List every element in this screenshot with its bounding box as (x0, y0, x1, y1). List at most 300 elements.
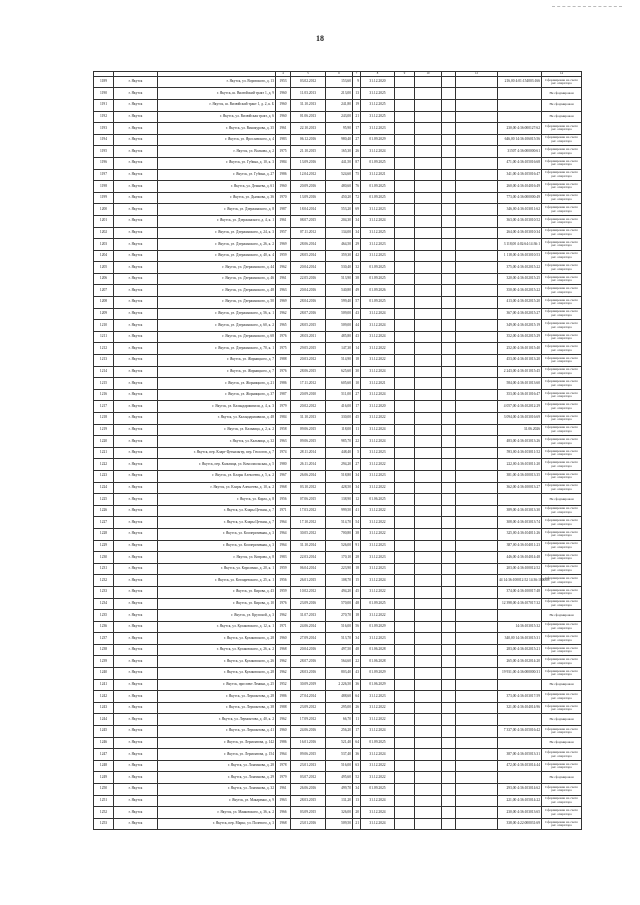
table-cell: г. Якутск, ул. Крупской, д. 3 (158, 610, 276, 622)
table-cell: 31.12.2024 (361, 436, 395, 448)
table-cell: 28.03.2015 (291, 795, 326, 807)
table-cell (395, 505, 415, 517)
table-cell: 31.12.2024 (361, 389, 395, 401)
table-cell: г. Якутск (114, 737, 158, 749)
table-cell (442, 436, 456, 448)
table-row (94, 598, 582, 610)
table-cell: 20.04.2016 (291, 285, 326, 297)
column-number: 14 (542, 72, 582, 77)
table-cell: Сформирован на счете рег. оператора (542, 285, 582, 297)
table-cell: 29 (353, 239, 361, 251)
table-cell: Сформирован на счете рег. оператора (542, 749, 582, 761)
table-cell (498, 494, 542, 506)
table-cell (442, 262, 456, 274)
table-cell: 20.04.2014 (291, 262, 326, 274)
table-cell: 381,00 4:36:100013:35 (498, 470, 542, 482)
table-cell (395, 134, 415, 146)
table-cell (442, 331, 456, 343)
table-cell: 260,00 4:36:104016:49 (498, 181, 542, 193)
column-number: 12 (456, 72, 498, 77)
table-cell (442, 598, 456, 610)
table-cell: г. Якутск (114, 447, 158, 459)
table-row (94, 807, 582, 819)
table-cell (442, 702, 456, 714)
table-cell: г. Якутск (114, 702, 158, 714)
table-cell: г. Якутск, ул. Дежнева, д. 61 (158, 181, 276, 193)
table-cell: Сформирован на счете рег. оператора (542, 308, 582, 320)
table-cell: г. Якутск, ул. Дзержинского, д. 40, к. 4 (158, 250, 276, 262)
table-row (94, 447, 582, 459)
table-cell: Сформирован на счете рег. оператора (542, 644, 582, 656)
table-cell: 31.12.2022 (361, 413, 395, 425)
table-cell: 18 (353, 563, 361, 575)
table-cell: 5 (353, 447, 361, 459)
table-cell (442, 169, 456, 181)
table-cell: 34 (353, 227, 361, 239)
table-cell: 38 (353, 528, 361, 540)
table-cell: 1975 (276, 146, 291, 158)
table-cell: 1959 (276, 586, 291, 598)
table-cell: г. Якутск (114, 424, 158, 436)
table-cell: 49 (353, 285, 361, 297)
table-cell (415, 714, 442, 726)
table-cell: 170,10 (326, 552, 353, 564)
table-cell: 1205 (94, 262, 114, 274)
table-cell: 1971 (276, 621, 291, 633)
table-row (94, 784, 582, 796)
table-cell: 28.07.2016 (291, 308, 326, 320)
table-cell: 222,00 4:36:103011:20 (498, 459, 542, 471)
table-cell: 01.09.2025 (361, 297, 395, 309)
table-cell: 1984 (276, 157, 291, 169)
table-cell (456, 250, 498, 262)
table-cell: 483,00 4:36:103013:26 (498, 436, 542, 448)
table-cell: г. Якутск, ул. Дьячкова, д. 36 (158, 192, 276, 204)
table-cell: Сформирован на счете рег. оператора (542, 297, 582, 309)
table-cell (395, 169, 415, 181)
table-cell (395, 644, 415, 656)
table-cell (395, 389, 415, 401)
table-cell (395, 737, 415, 749)
table-row (94, 169, 582, 181)
table-cell: 514,70 (326, 517, 353, 529)
table-cell (456, 505, 498, 517)
table-cell (498, 772, 542, 784)
table-cell: г. Якутск, ул. Губина, д. 10, к. 3 (158, 157, 276, 169)
table-row (94, 227, 582, 239)
table-cell: 13.09.2016 (291, 192, 326, 204)
table-cell: 01.09.2025 (361, 784, 395, 796)
table-cell: г. Якутск, ул. Дзержинского, д. 50 (158, 297, 276, 309)
table-row (94, 737, 582, 749)
table-cell (456, 424, 498, 436)
table-cell: 06.12.2016 (291, 134, 326, 146)
table-cell: 31.12.2023 (361, 552, 395, 564)
table-cell: 48 (353, 644, 361, 656)
table-cell: 03.09.2015 (291, 807, 326, 819)
table-cell: 1235 (94, 610, 114, 622)
table-cell (456, 308, 498, 320)
table-cell: г. Якутск, ул. Жорницкого, д. 37 (158, 389, 276, 401)
table-cell: 21 (353, 818, 361, 830)
table-cell: 01.09.2025 (361, 262, 395, 274)
table-cell: 36 (353, 679, 361, 691)
table-cell: 23.09.2016 (291, 598, 326, 610)
table-cell: 514,90 (326, 355, 353, 367)
table-cell (442, 494, 456, 506)
table-cell: 1239 (94, 656, 114, 668)
table-cell: 31.12.2025 (361, 227, 395, 239)
table-cell: 495,60 (326, 772, 353, 784)
table-cell: 23.09.2012 (291, 702, 326, 714)
table-cell: 985,70 (326, 436, 353, 448)
table-cell: 1201 (94, 215, 114, 227)
table-cell (456, 134, 498, 146)
column-number: 9 (395, 72, 415, 77)
table-cell: 230,00 4:36:103013:65 (498, 807, 542, 819)
table-cell: 57 (353, 297, 361, 309)
table-cell (395, 343, 415, 355)
table-cell (395, 818, 415, 830)
table-cell (456, 633, 498, 645)
table-cell: 980,40 (326, 134, 353, 146)
table-row (94, 123, 582, 135)
table-cell: г. Якутск, ул. Дзержинского, д. 24, к. 3 (158, 227, 276, 239)
table-cell (456, 586, 498, 598)
table-cell: 9 (353, 76, 361, 88)
table-cell: 1222 (94, 459, 114, 471)
table-row (94, 818, 582, 830)
column-number: 7 (353, 72, 361, 77)
table-cell: г. Якутск, ул. Клары Цеткин, д. 7 (158, 505, 276, 517)
table-cell (442, 157, 456, 169)
table-row (94, 331, 582, 343)
table-cell: 387,00 4:36:105013:31 (498, 749, 542, 761)
column-number: 8 (361, 72, 395, 77)
table-row (94, 505, 582, 517)
table-cell: г. Якутск, ул. Лермонтова, д. 28 (158, 691, 276, 703)
table-cell: Сформирован на счете рег. оператора (542, 784, 582, 796)
table-cell (456, 111, 498, 123)
table-cell: 1986 (276, 378, 291, 390)
table-cell (442, 99, 456, 111)
table-cell: 20.09.2010 (291, 389, 326, 401)
table-cell (456, 297, 498, 309)
table-cell: г. Якутск, ул. Дзержинского, д. 26, к. 2 (158, 239, 276, 251)
table-cell: 1209 (94, 308, 114, 320)
table-cell: г. Якутск (114, 378, 158, 390)
table-cell: г. Якутск, ул. Карла, д. 8 (158, 494, 276, 506)
table-cell: 31.12.2024 (361, 424, 395, 436)
table-cell: 31.12.2025 (361, 99, 395, 111)
table-cell: 803,40 (326, 668, 353, 680)
table-cell: г. Якутск (114, 215, 158, 227)
table-cell: г. Якутск (114, 157, 158, 169)
table-cell: 09.06.2015 (291, 424, 326, 436)
table-cell: г. Якутск (114, 494, 158, 506)
table-cell (415, 192, 442, 204)
table-cell: г. Якутск (114, 88, 158, 100)
table-cell: 42 (353, 250, 361, 262)
table-cell: 1988 (276, 702, 291, 714)
table-cell: 564,60 (326, 656, 353, 668)
table-cell: 243,00 (326, 111, 353, 123)
table-cell: г. Якутск (114, 436, 158, 448)
table-row (94, 749, 582, 761)
table-cell: г. Якутск (114, 413, 158, 425)
table-cell (456, 749, 498, 761)
table-cell (456, 123, 498, 135)
table-cell: Сформирован на счете рег. оператора (542, 424, 582, 436)
table-cell: г. Якутск, ул. Кулаковского, д. 28 (158, 633, 276, 645)
table-cell: 31.12.2023 (361, 123, 395, 135)
table-cell: 448,40 (326, 447, 353, 459)
table-cell: г. Якутск, ул. Кирова, д. 10 (158, 598, 276, 610)
table-cell: г. Якутск (114, 714, 158, 726)
table-cell (456, 540, 498, 552)
table-cell (395, 691, 415, 703)
table-cell: 31.12.2024 (361, 320, 395, 332)
table-cell (442, 749, 456, 761)
table-cell: 497,50 (326, 644, 353, 656)
table-cell (456, 772, 498, 784)
table-cell: г. Якутск, ул. Клары Цеткин, д. 7 (158, 517, 276, 529)
table-cell: 2 243,00 4:36:101015:45 (498, 366, 542, 378)
table-cell: 27 (353, 134, 361, 146)
table-cell (442, 610, 456, 622)
table-cell: г. Якутск (114, 401, 158, 413)
table-cell: 584,00 4:36:101013:60 (498, 378, 542, 390)
table-cell: 01.09.2029 (361, 668, 395, 680)
table-cell: 07.11.2012 (291, 227, 326, 239)
table-cell: 1240 (94, 668, 114, 680)
table-cell (415, 656, 442, 668)
table-cell (395, 772, 415, 784)
table-row (94, 355, 582, 367)
table-cell: 1236 (94, 621, 114, 633)
table-cell: 1190 (94, 88, 114, 100)
table-cell: 31.12.2023 (361, 204, 395, 216)
table-cell: г. Якутск, ул. Жорницкого, д. 7 (158, 355, 276, 367)
table-cell: г. Якутск (114, 505, 158, 517)
table-cell: 1228 (94, 528, 114, 540)
table-cell: г. Якутск (114, 297, 158, 309)
table-cell: г. Якутск (114, 111, 158, 123)
table-cell: 31.12.2022 (361, 343, 395, 355)
table-cell: 108,70 (326, 575, 353, 587)
table-cell: г. Якутск (114, 320, 158, 332)
table-cell: 428,50 (326, 482, 353, 494)
table-cell (415, 668, 442, 680)
table-cell: 308,00 4:36:103013:74 (498, 517, 542, 529)
table-cell (415, 204, 442, 216)
table-cell (395, 99, 415, 111)
table-cell (415, 772, 442, 784)
table-cell (415, 424, 442, 436)
table-cell: 22.10.2013 (291, 123, 326, 135)
table-cell: 01.09.2025 (361, 598, 395, 610)
table-cell: г. Якутск, ул. Котляревского, д. 25, к. 1 (158, 575, 276, 587)
table-cell: г. Якутск (114, 598, 158, 610)
table-cell: 524,60 (326, 169, 353, 181)
table-cell: 66,70 (326, 714, 353, 726)
table-cell (395, 146, 415, 158)
table-cell (415, 215, 442, 227)
table-cell: 1983 (276, 552, 291, 564)
table-cell (442, 239, 456, 251)
table-cell (456, 401, 498, 413)
table-cell: 31.12.2023 (361, 540, 395, 552)
table-cell: Сформирован на счете рег. оператора (542, 795, 582, 807)
table-cell: 17 (353, 726, 361, 738)
table-cell: 1962 (276, 714, 291, 726)
table-cell: 416,00 (326, 401, 353, 413)
table-cell: 48 (353, 598, 361, 610)
table-cell: Не сформирован (542, 737, 582, 749)
table-cell (456, 737, 498, 749)
table-cell: 353,00 4:36:101016:47 (498, 389, 542, 401)
table-cell: Сформирован на счете рег. оператора (542, 702, 582, 714)
table-cell: 131,20 (326, 795, 353, 807)
table-cell: 17.10.2012 (291, 517, 326, 529)
table-cell: 341,00 4:36:105016:47 (498, 169, 542, 181)
table-cell: 1986 (276, 737, 291, 749)
column-number: 5 (291, 72, 326, 77)
table-cell: 44 14:36:100012:52 14:36:100000: (498, 575, 542, 587)
table-cell: 91 (353, 540, 361, 552)
table-cell (442, 204, 456, 216)
table-cell: 472,00 4:36:103014:44 (498, 760, 542, 772)
table-cell: г. Якутск, ул. Дзержинского, д. 4, к. 1 (158, 215, 276, 227)
table-cell: 494,20 (326, 586, 353, 598)
table-cell: 1953 (276, 76, 291, 88)
table-cell (395, 262, 415, 274)
table-cell: Сформирован на счете рег. оператора (542, 482, 582, 494)
table-cell: 28.06.2014 (291, 239, 326, 251)
table-cell (442, 320, 456, 332)
table-cell (415, 702, 442, 714)
table-cell: 31.12.2022 (361, 772, 395, 784)
table-cell (456, 366, 498, 378)
table-cell (415, 482, 442, 494)
table-cell: Сформирован на счете рег. оператора (542, 540, 582, 552)
table-cell: 31.12.2024 (361, 331, 395, 343)
table-cell: 221,00 4:36:105014:22 (498, 795, 542, 807)
table-cell: 1229 (94, 540, 114, 552)
table-cell (456, 204, 498, 216)
table-row (94, 424, 582, 436)
table-cell: 01.09.2026 (361, 285, 395, 297)
table-cell (415, 389, 442, 401)
table-cell: 34 (353, 784, 361, 796)
table-cell: 28.03.2016 (291, 668, 326, 680)
table-cell: г. Якутск (114, 691, 158, 703)
table-cell: 56 (353, 621, 361, 633)
table-cell: Сформирован на счете рег. оператора (542, 668, 582, 680)
table-cell: 1960 (276, 99, 291, 111)
table-cell (442, 552, 456, 564)
table-cell (498, 737, 542, 749)
table-row (94, 586, 582, 598)
table-cell: 21 (353, 111, 361, 123)
table-row (94, 575, 582, 587)
table-cell: 31.12.2022 (361, 760, 395, 772)
table-cell: 1213 (94, 355, 114, 367)
table-cell (415, 552, 442, 564)
table-cell: 28.04.2016 (291, 297, 326, 309)
table-cell (415, 505, 442, 517)
table-cell: 1968 (276, 482, 291, 494)
table-cell: Сформирован на счете рег. оператора (542, 378, 582, 390)
table-cell: г. Якутск, пер. Кальвица, ул. Комсомольская, д. 5 (158, 459, 276, 471)
table-cell: Сформирован на счете рег. оператора (542, 586, 582, 598)
table-cell: г. Якутск (114, 355, 158, 367)
table-cell (395, 76, 415, 88)
table-cell (395, 586, 415, 598)
table-cell: 283,00 4:36:102015:21 (498, 644, 542, 656)
table-cell: г. Якутск, ш. Вилюйский тракт 1, д. 2, к. Б (158, 99, 276, 111)
table-cell: 18 (353, 610, 361, 622)
table-row (94, 563, 582, 575)
table-cell: г. Якутск, ул. Кулаковского, д. 26 (158, 656, 276, 668)
table-cell: 553,20 (326, 204, 353, 216)
table-cell: г. Якутск, ул. Дзержинского, д. 68 (158, 331, 276, 343)
table-cell (442, 528, 456, 540)
table-cell: 1195 (94, 146, 114, 158)
table-cell (415, 749, 442, 761)
table-cell (415, 250, 442, 262)
table-cell: 22.05.2016 (291, 273, 326, 285)
table-cell: 1968 (276, 644, 291, 656)
table-row (94, 656, 582, 668)
table-cell: 4 057,00 4:36:102012:29 (498, 401, 542, 413)
table-row (94, 714, 582, 726)
column-number: 4 (276, 72, 291, 77)
table-cell (456, 494, 498, 506)
table-cell: 213,00 (326, 88, 353, 100)
table-cell: 320,00 4:36:102015:25 (498, 273, 542, 285)
table-cell (415, 436, 442, 448)
table-cell: 22.03.2014 (291, 552, 326, 564)
table-cell: 1968 (276, 818, 291, 830)
table-cell (395, 552, 415, 564)
table-cell: 31.12.2020 (361, 401, 395, 413)
table-cell: 10 (353, 378, 361, 390)
table-cell: Сформирован на счете рег. оператора (542, 320, 582, 332)
table-cell: Сформирован на счете рег. оператора (542, 181, 582, 193)
table-cell: 471,00 4:36:105016:68 (498, 157, 542, 169)
table-cell (395, 760, 415, 772)
table-cell: г. Якутск (114, 575, 158, 587)
table-cell: 270,70 (326, 610, 353, 622)
table-cell: 1252 (94, 807, 114, 819)
table-cell (456, 99, 498, 111)
table-cell: 34 (353, 633, 361, 645)
table-cell (395, 355, 415, 367)
table-cell (415, 239, 442, 251)
table-cell: 165,30 (326, 146, 353, 158)
table-cell (415, 355, 442, 367)
table-cell: 01.06.2013 (291, 111, 326, 123)
table-cell (442, 668, 456, 680)
table-cell (456, 668, 498, 680)
table-cell: 31.12.2022 (361, 714, 395, 726)
table-cell: г. Якутск, ул. Ярославского, д. 4 (158, 134, 276, 146)
table-cell: 43 (353, 668, 361, 680)
table-cell (442, 517, 456, 529)
table-cell: 363,00 4:36:103010:52 (498, 215, 542, 227)
table-cell (395, 273, 415, 285)
